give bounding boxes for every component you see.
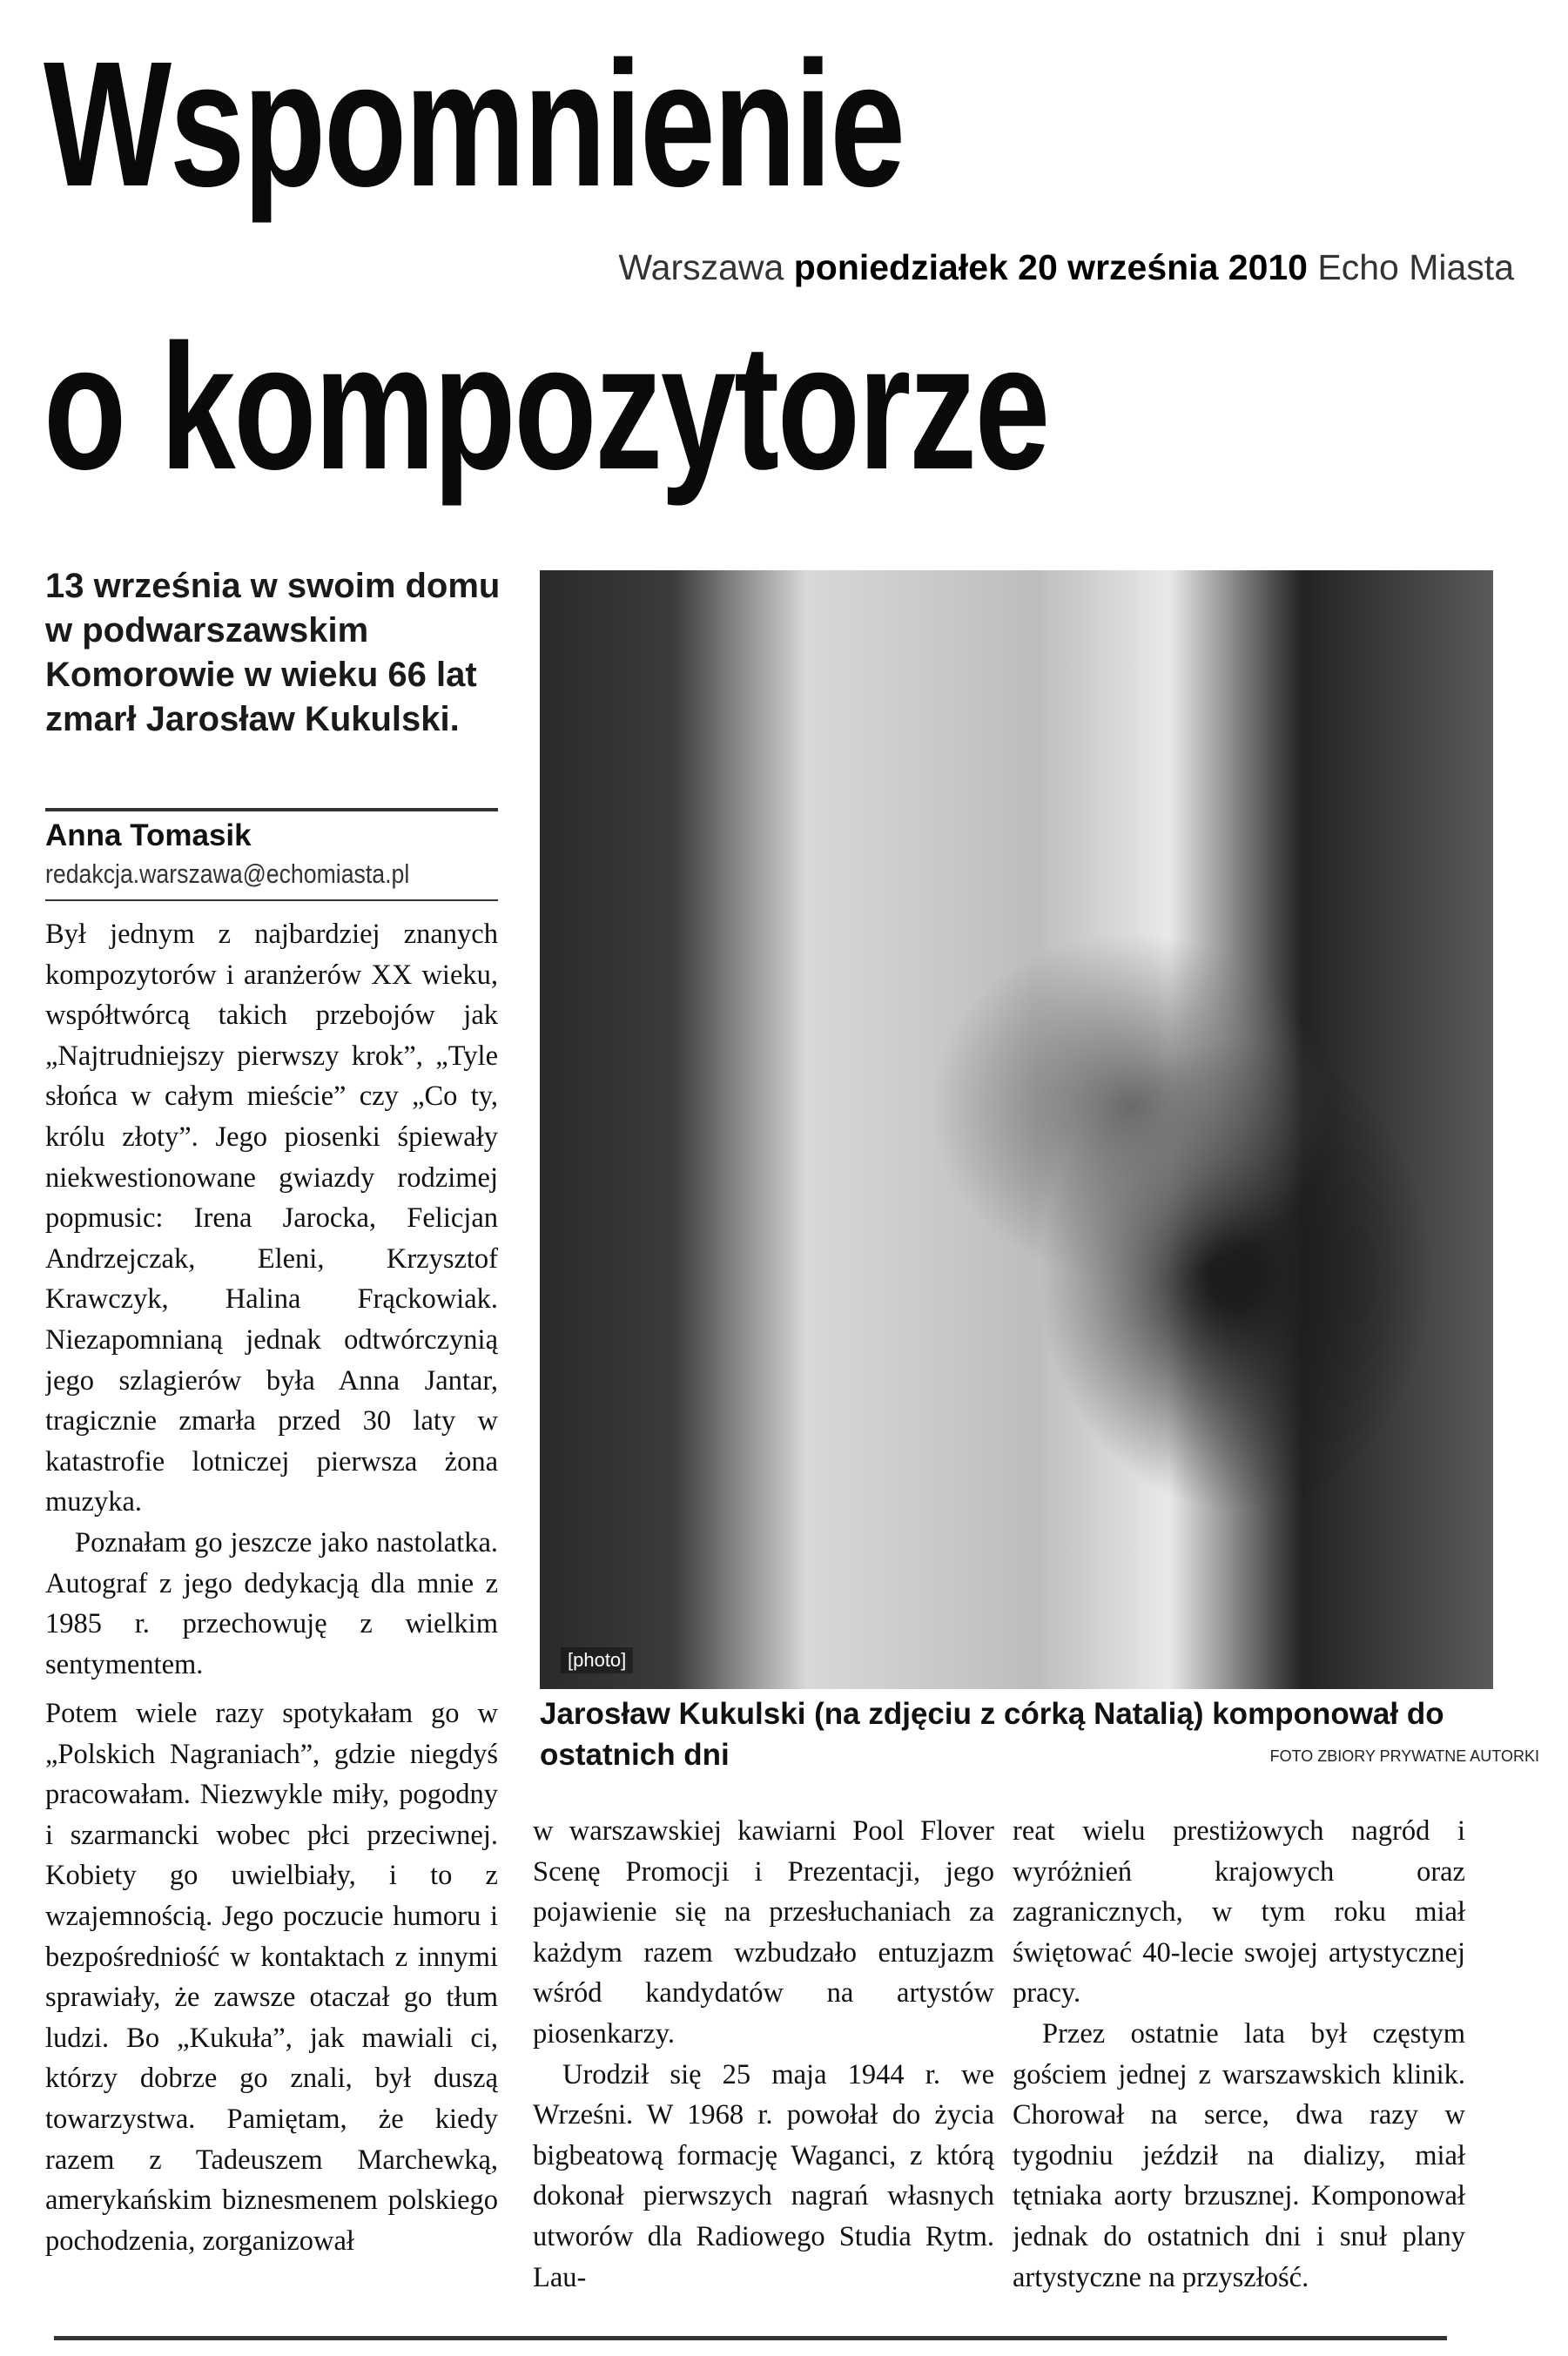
- byline-email: redakcja.warszawa@echomiasta.pl: [45, 858, 410, 889]
- paragraph: Urodził się 25 maja 1944 r. we Wrześni. W 1968 r. powołał do życia bigbeatową formację Waganci, z którą dokonał pierwszych nagrań własnych utworów dla Radiowego Studia Rytm. Lau-: [533, 2058, 994, 2293]
- dateline-city: Warszawa: [618, 247, 784, 287]
- photo-caption: Jarosław Kukulski (na zdjęciu z córką Natalią) komponował do ostatnich dni: [540, 1697, 1444, 1772]
- body-column-1-upper: [45, 914, 498, 1693]
- article-lead: 13 września w swoim domu w podwarszawskim Komorowie w wieku 66 lat zmarł Jarosław Kukulski.: [45, 567, 501, 738]
- body-column-2: [533, 1811, 994, 2316]
- headline-line-1: Wspomnienie: [44, 24, 904, 224]
- photo-placeholder-note: [photo]: [561, 1647, 633, 1673]
- paragraph: reat wielu prestiżowych nagród i wyróżnień krajowych oraz zagranicznych, w tym roku miał świętować 40-lecie swojej artystycznej pracy.: [1013, 1815, 1465, 2009]
- byline-top-rule: [45, 808, 498, 811]
- article-photo: [540, 570, 1493, 1689]
- byline-bottom-rule: [45, 899, 498, 901]
- byline-author: Anna Tomasik: [45, 818, 252, 852]
- paragraph: Był jednym z najbardziej znanych kompozytorów i aranżerów XX wieku, współtwórcą takich przebojów jak „Najtrudniejszy pierwszy krok”, „Tyle słońca w całym mieście” czy „Co ty, królu złoty”. Jego piosenki śpiewały niekwestionowane gwiazdy rodzimej popmusic: Irena Jarocka, Felicjan Andrzejczak, Eleni, Krzysztof Krawczyk, Halina Frąckowiak. Niezapomnianą jednak odtwórczynią jego szlagierów była Anna Jantar, tragicznie zmarła przed 30 laty w katastrofie lotniczej pierwsza żona muzyka.: [45, 919, 498, 1518]
- body-column-1-lower: [45, 1693, 498, 2294]
- body-column-3: [1013, 1811, 1465, 2316]
- dateline-paper: Echo Miasta: [1317, 247, 1514, 287]
- photo-credit: FOTO ZBIORY PRYWATNE AUTORKI: [1269, 1747, 1539, 1765]
- dateline-date: poniedziałek 20 września 2010: [793, 247, 1308, 287]
- paragraph: Poznałam go jeszcze jako nastolatka. Autograf z jego dedykacją dla mnie z 1985 r. przechowuję z wielkim sentymentem.: [45, 1526, 498, 1680]
- dateline: [618, 247, 1514, 288]
- paragraph: Potem wiele razy spotykałam go w „Polskich Nagraniach”, gdzie niegdyś pracowałam. Niezwykle miły, pogodny i szarmancki wobec płci przeciwnej. Kobiety go uwielbiały, i to z wzajemnością. Jego poczucie humoru i bezpośredniość w kontaktach z innymi sprawiały, że zawsze otaczał go tłum ludzi. Bo „Kukuła”, jak mawiali ci, którzy dobrze go znali, był duszą towarzystwa. Pamiętam, że kiedy razem z Tadeuszem Marchewką, amerykańskim biznesmenem polskiego pochodzenia, zorganizował: [45, 1698, 498, 2257]
- paragraph: Przez ostatnie lata był częstym gościem jednej z warszawskich klinik. Chorował na serce, dwa razy w tygodniu jeździł na dializy, miał tętniaka aorty brzusznej. Komponował jednak do ostatnich dni i snuł plany artystyczne na przyszłość.: [1013, 2017, 1465, 2293]
- paragraph: w warszawskiej kawiarni Pool Flover Scenę Promocji i Prezentacji, jego pojawienie się na przesłuchaniach za każdym razem wzbudzało entuzjazm wśród kandydatów na artystów piosenkarzy.: [533, 1815, 994, 2050]
- footer-rule: [54, 2336, 1447, 2340]
- headline-line-2: o kompozytorze: [44, 307, 1049, 507]
